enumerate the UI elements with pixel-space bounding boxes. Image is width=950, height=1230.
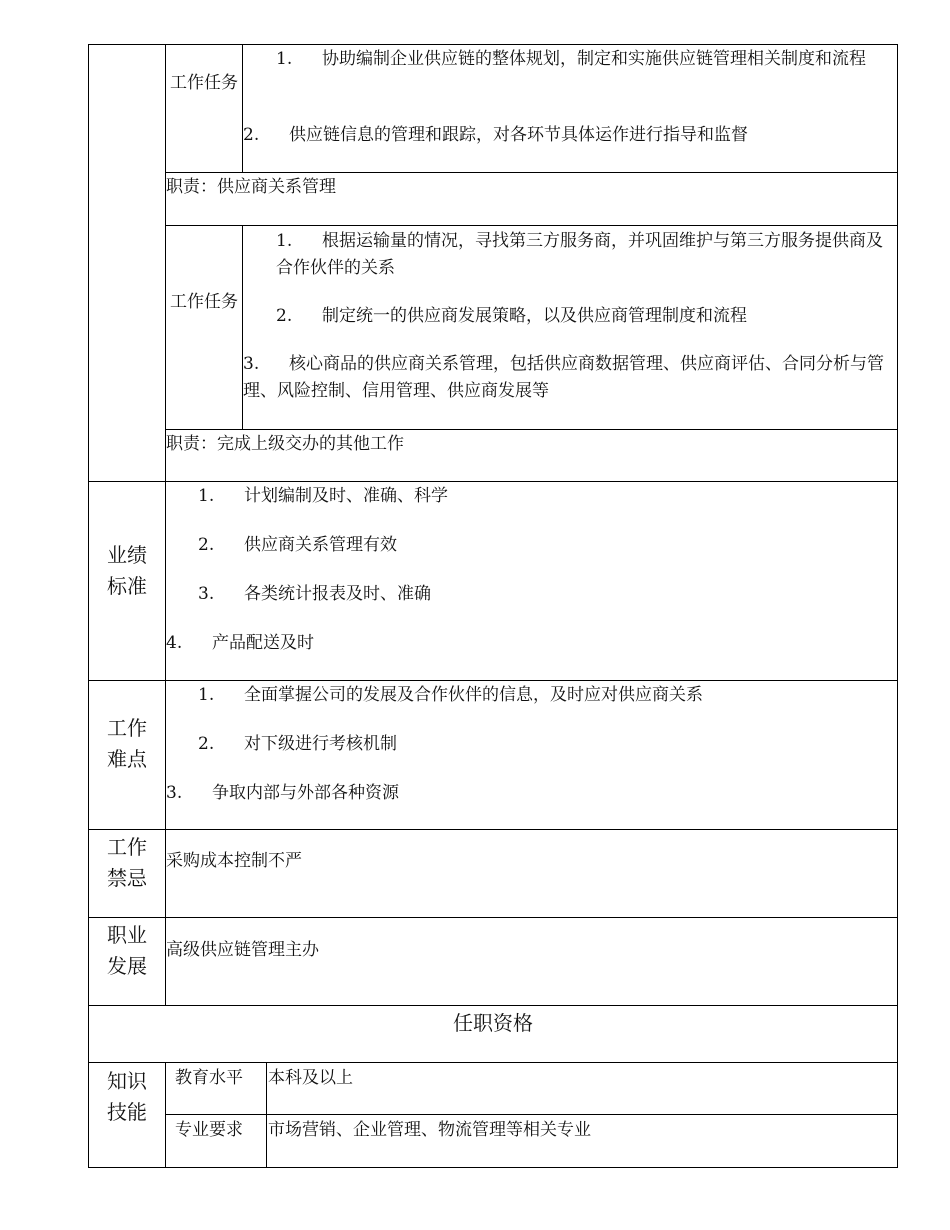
task-1-item-1: 1. 协助编制企业供应链的整体规划，制定和实施供应链管理相关制度和流程 — [276, 49, 866, 69]
major-value: 市场营销、企业管理、物流管理等相关专业 — [268, 1120, 591, 1140]
knowledge-skills-label: 知识 技能 — [107, 1069, 147, 1124]
task-1-item-2: 2. 供应链信息的管理和跟踪，对各环节具体运作进行指导和监督 — [243, 125, 748, 145]
difficulty-label: 工作 难点 — [107, 716, 147, 771]
task-2-item-1: 1. 根据运输量的情况，寻找第三方服务商，并巩固维护与第三方服务提供商及合作伙伴的关系 — [276, 231, 883, 278]
performance-item-4: 4. 产品配送及时 — [166, 633, 314, 653]
performance-item-1: 1. 计划编制及时、准确、科学 — [198, 486, 448, 506]
taboo-text: 采购成本控制不严 — [166, 851, 302, 871]
difficulty-item-3: 3. 争取内部与外部各种资源 — [166, 783, 399, 803]
education-value: 本科及以上 — [268, 1068, 353, 1088]
performance-item-2: 2. 供应商关系管理有效 — [198, 535, 397, 555]
difficulty-item-1: 1. 全面掌握公司的发展及合作伙伴的信息，及时应对供应商关系 — [198, 685, 703, 705]
performance-item-3: 3. 各类统计报表及时、准确 — [198, 584, 431, 604]
duty-supplier-relations: 职责：供应商关系管理 — [166, 177, 336, 197]
task-2-item-3: 3. 核心商品的供应商关系管理，包括供应商数据管理、供应商评估、合同分析与管理、风险控制、信用管理、供应商发展等 — [243, 354, 884, 401]
major-key: 专业要求 — [175, 1120, 243, 1140]
difficulty-item-2: 2. 对下级进行考核机制 — [198, 734, 397, 754]
qualification-title: 任职资格 — [453, 1011, 533, 1035]
performance-label: 业绩 标准 — [107, 543, 147, 598]
task-label-2: 工作任务 — [170, 292, 238, 312]
education-key: 教育水平 — [175, 1068, 243, 1088]
duty-other-work: 职责：完成上级交办的其他工作 — [166, 434, 404, 454]
career-text: 高级供应链管理主办 — [166, 940, 319, 960]
task-label-1: 工作任务 — [170, 73, 238, 93]
career-label: 职业 发展 — [107, 923, 147, 978]
taboo-label: 工作 禁忌 — [107, 835, 147, 890]
task-2-item-2: 2. 制定统一的供应商发展策略，以及供应商管理制度和流程 — [276, 306, 747, 326]
